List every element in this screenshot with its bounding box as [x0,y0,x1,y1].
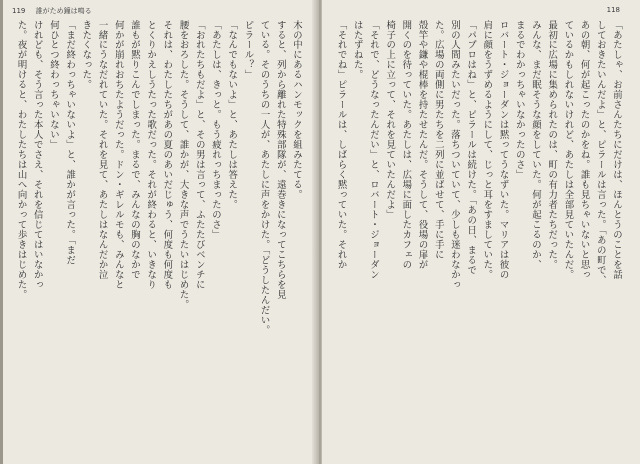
text-column: た。夜が明けると、わたしたちは山へ向かって歩きはじめた。 [15,20,27,300]
text-column: 「パブロはね」と、ピラールは続けた。「あの日、まるで [465,20,477,276]
right-page-number: 118 [606,6,620,14]
right-page [322,0,640,464]
left-page-number: 119 [12,7,26,15]
text-column: まるでわかっちゃいなかったのさ」 [513,20,525,180]
text-column: 木の中にあるハンモックを組みたてる。 [291,20,302,200]
left-page-header [12,6,100,16]
text-column: 誰もが黙りこんでしまった。まるで、みんなの胸のなかで [128,20,140,280]
text-column: けれども、そう言った本人でさえ、それを信じてはいなかっ [31,20,43,290]
left-running-head: 誰がため鐘は鳴る [35,7,92,15]
text-column: 別の人間みたいだった。落ちついていて、少しも迷わなかっ [448,20,460,290]
text-column: それは、わたしたちがあの夏のあいだじゅう、何度も何度も [161,20,173,290]
text-column: すると、列から離れた特殊部隊が、遠巻きになってこちらを見 [274,20,286,300]
text-column: みんな、まだ眠そうな顔をしていた。何が起こるのか、 [529,20,541,270]
text-column: 開くのを待っていた。あたしは、広場に面したカフェの [400,20,412,270]
text-column: 椅子の上に立って、それを見ていたんだよ」 [384,20,396,220]
text-column: しておきたいんだよ」と、ピラールは言った。「あの町で、 [594,20,606,286]
text-column: 最初に広場に集められたのは、町の有力者たちだった。 [546,20,558,270]
text-column: 「それでね」ピラールは、しばらく黙っていた。それか [335,20,347,270]
text-column: 「まだ終わっちゃいないよ」と、誰かが言った。「まだ [64,20,76,266]
text-column: 「あたしゃ、お前さんたちにだけは、ほんとうのことを話 [611,20,622,280]
text-column: ピラール？」 [242,20,254,80]
text-column: 肩に顔をうずめるようにして、じっと耳をすましていた。 [481,20,493,280]
text-column: ロバート・ジョーダンは黙ってうなずいた。マリアは彼の [497,20,509,280]
text-column: 何かが崩れおちたようだった。ドン・ギレルモも、みんなと [112,20,124,290]
text-column: 「それで、どうなったんだい」と、ロバート・ジョーダン [367,20,379,280]
right-page-body [332,20,624,440]
text-column: とくりかえしうたった歌だった。それが終わると、いきなり [145,20,157,290]
text-column: た。広場の両側に男たちを二列に並ばせて、手に手に [432,20,444,260]
text-column: 「おれたちもだよ」と、その男は言って、ふたたびベンチに [193,20,205,290]
text-column: 「なんでもないよ」と、あたしは答えた。 [226,20,238,210]
text-column: きたくなった。 [80,20,92,90]
text-column: ている。そのうちの一人が、あたしに声をかけた。「どうしたんだい。 [258,20,270,335]
right-page-header [607,6,628,14]
text-column: あの朝、何が起こったのかをね。誰も見ちゃいないと思っ [578,20,590,280]
left-page-body [12,20,304,440]
text-column: はたずねた。 [351,20,363,80]
text-column: 何ひとつ終わっちゃいない」 [47,20,59,150]
left-page [0,0,318,464]
text-column: 一緒にうなだれていた。それを見て、あたしはなんだか泣 [96,20,108,280]
text-column: 「あたしは、きっと。もう疲れっちまったのさ」 [209,20,221,240]
text-column: 腰をおろした。そうして、誰かが、大きな声でうたいはじめた。 [177,20,189,310]
scan-edge [0,0,3,464]
text-column: 殻竿や鎌や棍棒を持たせたんだ。そうして、役場の扉が [416,20,428,270]
text-column: ているかもしれないけれど、あたしは全部見ていたんだ。 [562,20,574,280]
